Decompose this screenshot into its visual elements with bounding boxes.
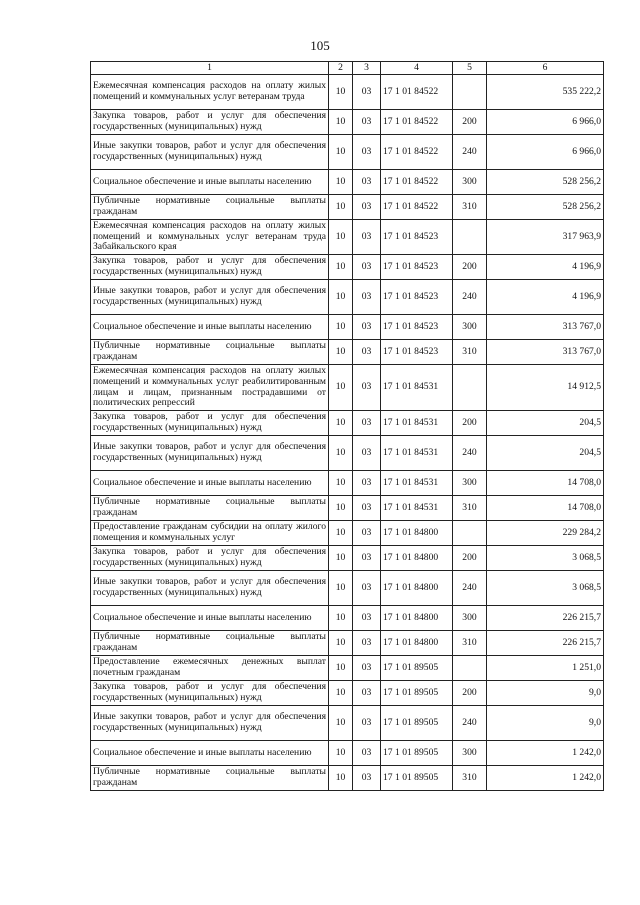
- row-expense-type: 240: [453, 280, 487, 315]
- row-amount: 204,5: [487, 436, 604, 471]
- row-expense-type: 300: [453, 471, 487, 496]
- row-target-code: 17 1 01 89505: [381, 681, 453, 706]
- row-section: 10: [329, 606, 353, 631]
- row-target-code: 17 1 01 84800: [381, 521, 453, 546]
- row-subsection: 03: [353, 656, 381, 681]
- row-amount: 9,0: [487, 706, 604, 741]
- table-row: [91, 411, 604, 436]
- row-section: 10: [329, 631, 353, 656]
- page-number: 105: [310, 38, 330, 53]
- row-expense-type: 200: [453, 546, 487, 571]
- row-subsection: 03: [353, 631, 381, 656]
- row-description: Предоставление гражданам субсидии на оплату жилого помещения и коммунальных услуг: [91, 521, 329, 546]
- row-subsection: 03: [353, 170, 381, 195]
- row-expense-type: 310: [453, 766, 487, 791]
- row-section: 10: [329, 315, 353, 340]
- row-section: 10: [329, 195, 353, 220]
- row-expense-type: [453, 75, 487, 110]
- row-subsection: 03: [353, 135, 381, 170]
- row-amount: 313 767,0: [487, 340, 604, 365]
- row-section: 10: [329, 340, 353, 365]
- row-subsection: 03: [353, 411, 381, 436]
- row-expense-type: [453, 220, 487, 255]
- row-subsection: 03: [353, 606, 381, 631]
- row-subsection: 03: [353, 471, 381, 496]
- table-row: [91, 571, 604, 606]
- row-description: Закупка товаров, работ и услуг для обеспечения государственных (муниципальных) нужд: [91, 110, 329, 135]
- row-target-code: 17 1 01 89505: [381, 656, 453, 681]
- table-row: [91, 365, 604, 411]
- table-row: [91, 606, 604, 631]
- row-target-code: 17 1 01 84522: [381, 110, 453, 135]
- row-section: 10: [329, 471, 353, 496]
- row-description: Социальное обеспечение и иные выплаты населению: [91, 606, 329, 631]
- row-amount: 226 215,7: [487, 606, 604, 631]
- row-expense-type: 200: [453, 681, 487, 706]
- row-target-code: 17 1 01 84531: [381, 411, 453, 436]
- row-expense-type: [453, 365, 487, 411]
- row-section: 10: [329, 496, 353, 521]
- row-description: Иные закупки товаров, работ и услуг для обеспечения государственных (муниципальных) нужд: [91, 571, 329, 606]
- table-row: [91, 170, 604, 195]
- row-description: Иные закупки товаров, работ и услуг для обеспечения государственных (муниципальных) нужд: [91, 706, 329, 741]
- column-header: 1: [91, 62, 329, 75]
- column-header: 4: [381, 62, 453, 75]
- row-description: Социальное обеспечение и иные выплаты населению: [91, 170, 329, 195]
- column-header: 5: [453, 62, 487, 75]
- row-amount: 14 912,5: [487, 365, 604, 411]
- row-subsection: 03: [353, 280, 381, 315]
- row-subsection: 03: [353, 741, 381, 766]
- row-section: 10: [329, 571, 353, 606]
- table-row: [91, 766, 604, 791]
- row-subsection: 03: [353, 436, 381, 471]
- column-header: 2: [329, 62, 353, 75]
- row-expense-type: 240: [453, 706, 487, 741]
- row-description: Иные закупки товаров, работ и услуг для обеспечения государственных (муниципальных) нужд: [91, 135, 329, 170]
- row-amount: 313 767,0: [487, 315, 604, 340]
- row-amount: 317 963,9: [487, 220, 604, 255]
- row-description: Ежемесячная компенсация расходов на оплату жилых помещений и коммунальных услуг ветеранам труда Забайкальского края: [91, 220, 329, 255]
- row-section: 10: [329, 135, 353, 170]
- row-target-code: 17 1 01 84531: [381, 496, 453, 521]
- row-target-code: 17 1 01 89505: [381, 766, 453, 791]
- row-description: Социальное обеспечение и иные выплаты населению: [91, 471, 329, 496]
- table-row: [91, 340, 604, 365]
- row-section: 10: [329, 411, 353, 436]
- row-expense-type: 240: [453, 436, 487, 471]
- row-expense-type: [453, 521, 487, 546]
- row-expense-type: 310: [453, 631, 487, 656]
- row-amount: 14 708,0: [487, 496, 604, 521]
- row-subsection: 03: [353, 766, 381, 791]
- table-row: [91, 681, 604, 706]
- row-subsection: 03: [353, 706, 381, 741]
- row-subsection: 03: [353, 546, 381, 571]
- row-amount: 528 256,2: [487, 195, 604, 220]
- row-target-code: 17 1 01 84800: [381, 606, 453, 631]
- table-row: [91, 656, 604, 681]
- row-section: 10: [329, 75, 353, 110]
- row-description: Закупка товаров, работ и услуг для обеспечения государственных (муниципальных) нужд: [91, 546, 329, 571]
- row-amount: 1 242,0: [487, 741, 604, 766]
- row-amount: 6 966,0: [487, 110, 604, 135]
- row-section: 10: [329, 546, 353, 571]
- row-description: Публичные нормативные социальные выплаты гражданам: [91, 340, 329, 365]
- row-target-code: 17 1 01 84523: [381, 315, 453, 340]
- row-description: Публичные нормативные социальные выплаты гражданам: [91, 496, 329, 521]
- row-amount: 535 222,2: [487, 75, 604, 110]
- row-target-code: 17 1 01 89505: [381, 706, 453, 741]
- row-subsection: 03: [353, 340, 381, 365]
- table-row: [91, 631, 604, 656]
- row-amount: 204,5: [487, 411, 604, 436]
- row-section: 10: [329, 365, 353, 411]
- row-description: Публичные нормативные социальные выплаты гражданам: [91, 631, 329, 656]
- row-target-code: 17 1 01 84531: [381, 436, 453, 471]
- row-description: Закупка товаров, работ и услуг для обеспечения государственных (муниципальных) нужд: [91, 681, 329, 706]
- row-subsection: 03: [353, 681, 381, 706]
- row-amount: 1 251,0: [487, 656, 604, 681]
- table-row: [91, 280, 604, 315]
- row-subsection: 03: [353, 255, 381, 280]
- row-amount: 4 196,9: [487, 255, 604, 280]
- row-description: Публичные нормативные социальные выплаты гражданам: [91, 766, 329, 791]
- row-target-code: 17 1 01 84523: [381, 255, 453, 280]
- row-section: 10: [329, 681, 353, 706]
- table-row: [91, 741, 604, 766]
- row-description: Ежемесячная компенсация расходов на оплату жилых помещений и коммунальных услуг реабилитированным лицам и лицам, признанным пострадавшими от политических репрессий: [91, 365, 329, 411]
- row-section: 10: [329, 656, 353, 681]
- table-row: [91, 195, 604, 220]
- row-target-code: 17 1 01 84800: [381, 546, 453, 571]
- row-target-code: 17 1 01 84523: [381, 280, 453, 315]
- table-row: [91, 521, 604, 546]
- row-amount: 528 256,2: [487, 170, 604, 195]
- row-expense-type: [453, 656, 487, 681]
- row-expense-type: 310: [453, 496, 487, 521]
- row-amount: 3 068,5: [487, 546, 604, 571]
- table-row: [91, 315, 604, 340]
- row-expense-type: 200: [453, 411, 487, 436]
- row-expense-type: 310: [453, 195, 487, 220]
- row-amount: 229 284,2: [487, 521, 604, 546]
- table-row: [91, 471, 604, 496]
- row-section: 10: [329, 741, 353, 766]
- row-amount: 9,0: [487, 681, 604, 706]
- row-expense-type: 300: [453, 315, 487, 340]
- row-description: Социальное обеспечение и иные выплаты населению: [91, 741, 329, 766]
- row-description: Ежемесячная компенсация расходов на оплату жилых помещений и коммунальных услуг ветеранам труда: [91, 75, 329, 110]
- row-amount: 6 966,0: [487, 135, 604, 170]
- row-expense-type: 300: [453, 606, 487, 631]
- table-row: [91, 110, 604, 135]
- table-row: [91, 546, 604, 571]
- row-expense-type: 240: [453, 135, 487, 170]
- row-amount: 4 196,9: [487, 280, 604, 315]
- row-amount: 14 708,0: [487, 471, 604, 496]
- row-description: Закупка товаров, работ и услуг для обеспечения государственных (муниципальных) нужд: [91, 411, 329, 436]
- row-expense-type: 240: [453, 571, 487, 606]
- table-row: [91, 75, 604, 110]
- row-target-code: 17 1 01 84522: [381, 170, 453, 195]
- row-target-code: 17 1 01 84522: [381, 75, 453, 110]
- row-expense-type: 300: [453, 170, 487, 195]
- row-expense-type: 310: [453, 340, 487, 365]
- row-section: 10: [329, 255, 353, 280]
- row-subsection: 03: [353, 521, 381, 546]
- row-subsection: 03: [353, 75, 381, 110]
- row-subsection: 03: [353, 496, 381, 521]
- row-target-code: 17 1 01 84522: [381, 135, 453, 170]
- table-row: [91, 255, 604, 280]
- row-target-code: 17 1 01 84522: [381, 195, 453, 220]
- row-subsection: 03: [353, 110, 381, 135]
- row-section: 10: [329, 170, 353, 195]
- row-amount: 226 215,7: [487, 631, 604, 656]
- row-section: 10: [329, 521, 353, 546]
- row-section: 10: [329, 220, 353, 255]
- row-subsection: 03: [353, 315, 381, 340]
- row-subsection: 03: [353, 195, 381, 220]
- row-section: 10: [329, 766, 353, 791]
- row-description: Предоставление ежемесячных денежных выплат почетным гражданам: [91, 656, 329, 681]
- header-row: [91, 62, 604, 75]
- column-header: 6: [487, 62, 604, 75]
- row-description: Социальное обеспечение и иные выплаты населению: [91, 315, 329, 340]
- row-amount: 1 242,0: [487, 766, 604, 791]
- row-description: Иные закупки товаров, работ и услуг для обеспечения государственных (муниципальных) нужд: [91, 280, 329, 315]
- row-description: Иные закупки товаров, работ и услуг для обеспечения государственных (муниципальных) нужд: [91, 436, 329, 471]
- budget-table: [90, 61, 604, 791]
- row-section: 10: [329, 706, 353, 741]
- row-target-code: 17 1 01 84800: [381, 631, 453, 656]
- row-amount: 3 068,5: [487, 571, 604, 606]
- table-row: [91, 706, 604, 741]
- table-row: [91, 220, 604, 255]
- row-description: Публичные нормативные социальные выплаты гражданам: [91, 195, 329, 220]
- table-row: [91, 496, 604, 521]
- row-target-code: 17 1 01 84531: [381, 471, 453, 496]
- row-target-code: 17 1 01 84800: [381, 571, 453, 606]
- row-expense-type: 200: [453, 255, 487, 280]
- row-target-code: 17 1 01 84531: [381, 365, 453, 411]
- row-section: 10: [329, 110, 353, 135]
- row-subsection: 03: [353, 365, 381, 411]
- row-expense-type: 300: [453, 741, 487, 766]
- row-expense-type: 200: [453, 110, 487, 135]
- column-header: 3: [353, 62, 381, 75]
- row-target-code: 17 1 01 89505: [381, 741, 453, 766]
- row-description: Закупка товаров, работ и услуг для обеспечения государственных (муниципальных) нужд: [91, 255, 329, 280]
- row-target-code: 17 1 01 84523: [381, 220, 453, 255]
- row-section: 10: [329, 280, 353, 315]
- row-subsection: 03: [353, 571, 381, 606]
- table-row: [91, 436, 604, 471]
- row-subsection: 03: [353, 220, 381, 255]
- row-section: 10: [329, 436, 353, 471]
- table-row: [91, 135, 604, 170]
- row-target-code: 17 1 01 84523: [381, 340, 453, 365]
